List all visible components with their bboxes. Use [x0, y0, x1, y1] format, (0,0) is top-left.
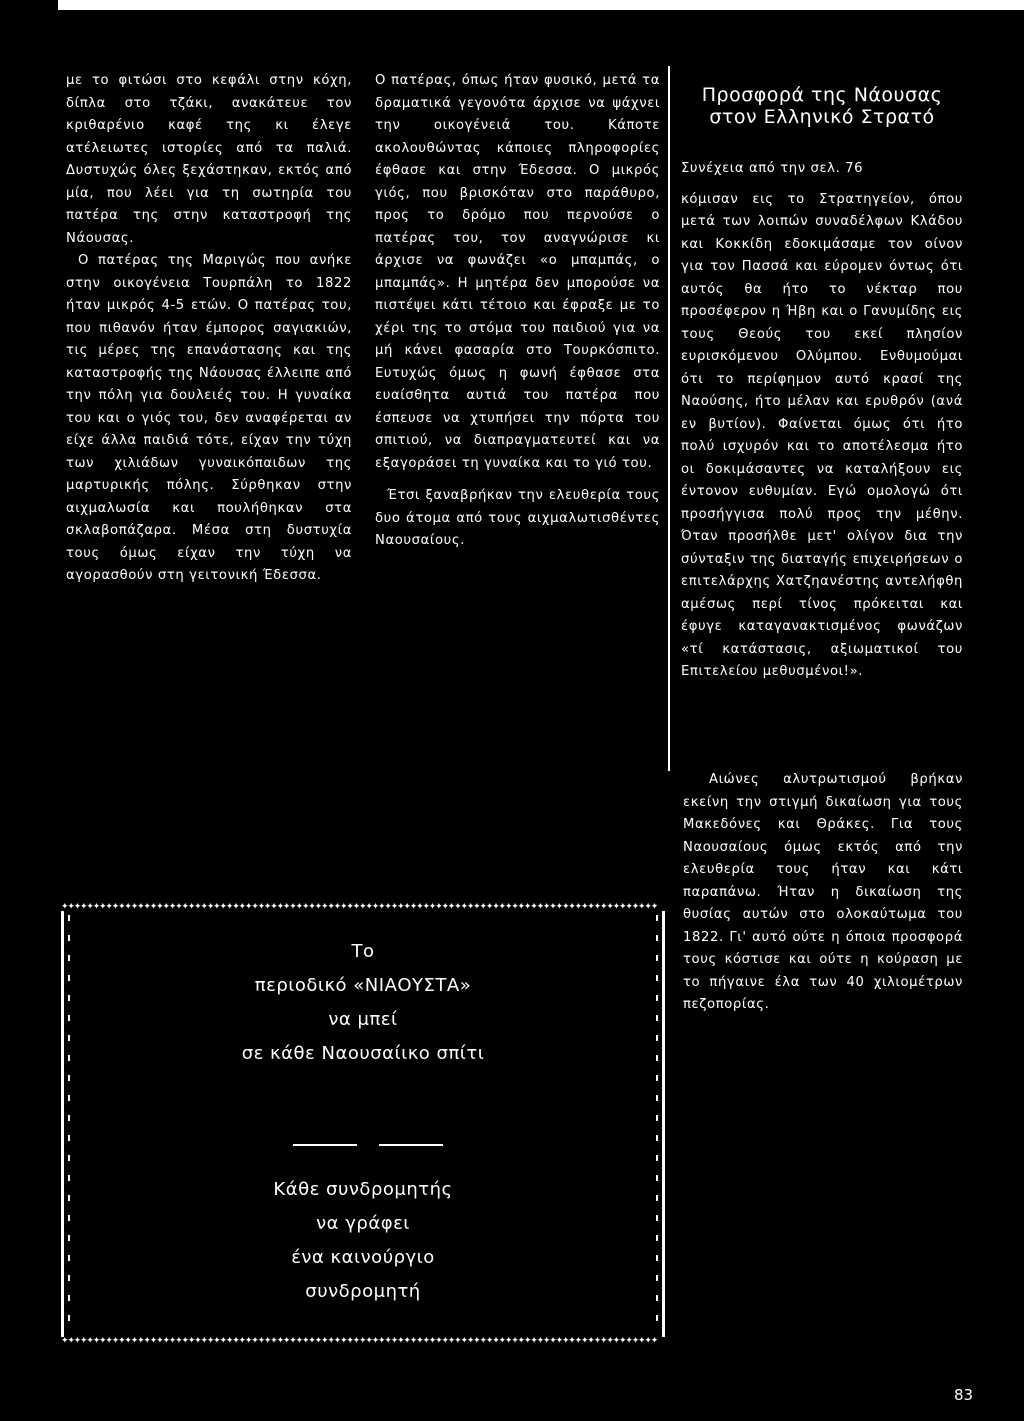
- advert-separator-left: [293, 1144, 357, 1146]
- advert-lower-text: [61, 1173, 665, 1309]
- top-border: [58, 0, 1024, 10]
- column2-paragraph-2: Έτσι ξαναβρήκαν την ελευθερία τους δυο άτομα από τους αιχμαλωτισθέντες Ναουσαίους.: [375, 488, 660, 548]
- column-divider: [668, 66, 670, 771]
- article-column-4: [683, 769, 963, 1017]
- article-title-line-1: Προσφορά της Νάουσας: [701, 84, 943, 106]
- article-column-1: [66, 70, 352, 588]
- column1-paragraph-1: με το φιτώσι στο κεφάλι στην κόχη, δίπλα στο τζάκι, ανακάτευε τον κριθαρένιο καφέ της κι έλεγε ατέλειωτες ιστορίες από τα παλιά. Δυστυχώς όλες ξεχάστηκαν, εκτός από μία, που λέει για τη σωτηρία του πατέρα της στην καταστροφή της Νάουσας.: [66, 73, 352, 246]
- advert-line-6: να γράφει: [316, 1213, 410, 1234]
- article-column-2: [375, 70, 660, 553]
- article-title-line-2: στον Ελληνικό Στρατό: [709, 106, 935, 128]
- advert-line-2: περιοδικό «ΝΙΑΟΥΣΤΑ»: [254, 975, 472, 996]
- advert-upper-text: [61, 935, 665, 1071]
- continued-from-note: Συνέχεια από την σελ. 76: [681, 161, 864, 176]
- advert-line-7: ένα καινούργιο: [291, 1247, 435, 1268]
- subscription-advert: [61, 903, 665, 1345]
- advert-line-8: συνδρομητή: [305, 1281, 421, 1302]
- advert-line-1: Το: [351, 941, 375, 962]
- advert-separator-right: [379, 1144, 443, 1146]
- advert-line-3: να μπεί: [328, 1009, 398, 1030]
- article-column-3: [681, 84, 963, 684]
- advert-star-border-bottom: ✦✦✦✦✦✦✦✦✦✦✦✦✦✦✦✦✦✦✦✦✦✦✦✦✦✦✦✦✦✦✦✦✦✦✦✦✦✦✦✦✦✦✦✦✦✦✦✦✦✦✦✦✦✦✦✦✦✦✦✦✦✦✦✦✦✦✦✦✦✦✦✦✦✦✦✦✦✦✦✦✦✦✦✦✦✦✦✦✦✦✦✦✦✦: [61, 1337, 658, 1345]
- page-number: 83: [954, 1386, 974, 1404]
- advert-star-border-top: ✦✦✦✦✦✦✦✦✦✦✦✦✦✦✦✦✦✦✦✦✦✦✦✦✦✦✦✦✦✦✦✦✦✦✦✦✦✦✦✦✦✦✦✦✦✦✦✦✦✦✦✦✦✦✦✦✦✦✦✦✦✦✦✦✦✦✦✦✦✦✦✦✦✦✦✦✦✦✦✦✦✦✦✦✦✦✦✦✦✦✦✦✦✦: [61, 903, 658, 911]
- column1-paragraph-2: Ο πατέρας της Μαριγώς που ανήκε στην οικογένεια Τουρπάλη το 1822 ήταν μικρός 4-5 ετών. Ο πατέρας του, που πιθανόν ήταν έμπορος σαγιακιών, τις μέρες της επανάστασης και της καταστροφής της Νάουσας έλλειπε από την πόλη για δουλειές του. Η γυναίκα του και ο γιός του, δεν αναφέρεται αν είχε άλλα παιδιά τότε, είχαν την τύχη των χιλιάδων γυναικόπαιδων της μαρτυρικής πόλης. Σύρθηκαν στην αιχμαλωσία και πουλήθηκαν στα σκλαβοπάζαρα. Μέσα στη δυστυχία τους όμως είχαν την τύχη να αγορασθούν στη γειτονική Έδεσσα.: [66, 253, 352, 583]
- advert-line-5: Κάθε συνδρομητής: [273, 1179, 453, 1200]
- column4-paragraph: Αιώνες αλυτρωτισμού βρήκαν εκείνη την στιγμή δικαίωση για τους Μακεδόνες και Θράκες. Για τους Ναουσαίους όμως εκτός από την ελευθερία τους ήταν και κάτι παραπάνω. Ήταν η δικαίωση της θυσίας αυτών στο ολοκαύτωμα του 1822. Γι' αυτό ούτε η όποια προσφορά τους κόστισε και ούτε η κούραση με το πήγαινε έλα των 40 χιλιομέτρων πεζοπορίας.: [683, 772, 963, 1012]
- column3-paragraph: κόμισαν εις το Στρατηγείον, όπου μετά των λοιπών συναδέλφων Κλάδου και Κοκκίδη εδοκιμάσαμε τον οίνον για τον Πασσά και εύρομεν όντως ότι αυτός θα ήτο το νέκταρ που προσέφερον η Ήβη και ο Γανυμίδης εις τους Θεούς του εκεί πλησίον ευρισκόμενου Ολύμπου. Ενθυμούμαι ότι το περίφημον αυτό κρασί της Ναούσης, ήτο μέλαν και ερυθρόν (ανά εν βυτίον). Φαίνεται όμως ότι ήτο πολύ ισχυρόν και το αποτέλεσμα ήτο οι δοκιμάσαντες να καταλήξουν εις έντονον ευθυμίαν. Εγώ ομολογώ ότι προσήγγισα πολύ προς την μέθην. Όταν προσήλθε μετ' ολίγον δια την σύνταξιν της διαταγής επιχειρήσεων ο επιτελάρχης Χατζηανέστης αντελήφθη αμέσως περί τίνος πρόκειται και έφυγε καταγανακτισμένος φωνάζων «τί κατάστασις, αξιωματικοί του Επιτελείου μεθυσμένοι!».: [681, 191, 963, 679]
- column2-paragraph-1: Ο πατέρας, όπως ήταν φυσικό, μετά τα δραματικά γεγονότα άρχισε να ψάχνει την οικογένειά του. Κάποτε ακολουθώντας κάποιες πληροφορίες έφθασε και στην Έδεσσα. Ο μικρός γιός, που βρισκόταν στο παράθυρο, προς το δρόμο που περνούσε ο πατέρας του, τον αναγνώρισε κι άρχισε να φωνάζει «ο μπαμπάς, ο μπαμπάς». Η μητέρα δεν μπορούσε να πιστέψει κάτι τέτοιο και έφραξε με το χέρι της το στόμα του παιδιού για να μή κάνει φασαρία στο Τουρκόσπιτο. Ευτυχώς όμως η φωνή έφθασε στα ευαίσθητα αυτιά του πατέρα που έσπευσε να χτυπήσει την πόρτα του σπιτιού, να διαπραγματευτεί και να εξαγοράσει τη γυναίκα και το γιό του.: [375, 73, 660, 471]
- advert-line-4: σε κάθε Ναουσαίικο σπίτι: [241, 1043, 485, 1064]
